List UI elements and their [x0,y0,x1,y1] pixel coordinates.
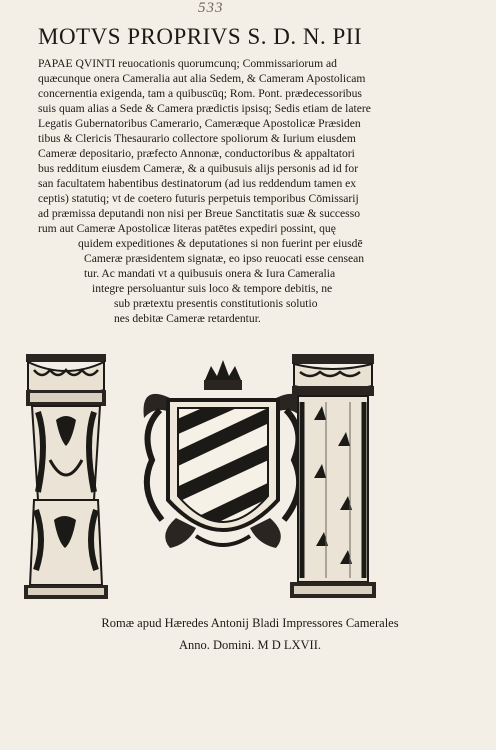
colophon-line-1: Romæ apud Hæredes Antonij Bladi Impressores Camerales [101,616,399,630]
body-line: rum aut Cameræ Apostolicæ literas patētes expediri possint, quę [38,222,336,235]
body-line: tur. Ac mandati vt a quibusuis onera & Iura Cameralia [84,267,336,280]
body-line: quæcunque onera Cameralia aut alia Sedem, & Cameram Apostolicam [38,72,366,85]
body-line: san facultatem habentibus destinatorum (ad ius reddendum tamen ex [38,177,357,190]
right-column-woodcut [290,354,376,598]
left-column-woodcut [24,354,108,599]
body-line: suis quam alias a Sede & Camera prædictis ipsisq; Sedis etiam de latere [38,102,371,115]
papal-coat-of-arms [144,360,303,548]
body-line: integre persoluantur suis loco & tempore debitis, ne [92,282,333,295]
folio-number: 533 [198,0,224,16]
body-line: Cameræ præsidentem signatæ, eo ipso reuocati esse censean [84,252,365,265]
body-line: concernentia exigenda, tam a quibuscūq; Rom. Pont. prædecessoribus [38,87,362,100]
body-line: quidem expeditiones & deputationes si non fuerint per eiusdē [78,237,363,250]
body-line: sub prætextu presentis constitutionis solutio [114,297,318,310]
body-line: tibus & Clericis Thesaurario collectore spoliorum & Iurium eiusdem [38,132,356,145]
colophon-line-2: Anno. Domini. M D LXVII. [178,638,321,652]
body-line: Cameræ depositario, præfecto Annonæ, conductoribus & appaltatori [38,147,355,160]
body-line: PAPAE QVINTI reuocationis quorumcunq; Commissariorum ad [38,57,337,70]
document-title: MOTVS PROPRIVS S. D. N. PII [38,24,363,49]
woodcut-illustration [20,350,480,610]
colophon [40,612,460,656]
body-line: bus redditum eiusdem Cameræ, & a quibusuis alijs personis ad id for [38,162,359,175]
body-line: ceptis) statutiq; vt de coetero futuris perpetuis temporibus Cōmissarij [38,192,359,205]
body-line: ad præmissa deputandi non nisi per Breue Sanctitatis suæ & successo [38,207,360,220]
body-line: nes debitæ Cameræ retardentur. [114,312,261,325]
body-line: Legatis Gubernatoribus Camerario, Cameræque Apostolicæ Præsiden [38,117,361,130]
